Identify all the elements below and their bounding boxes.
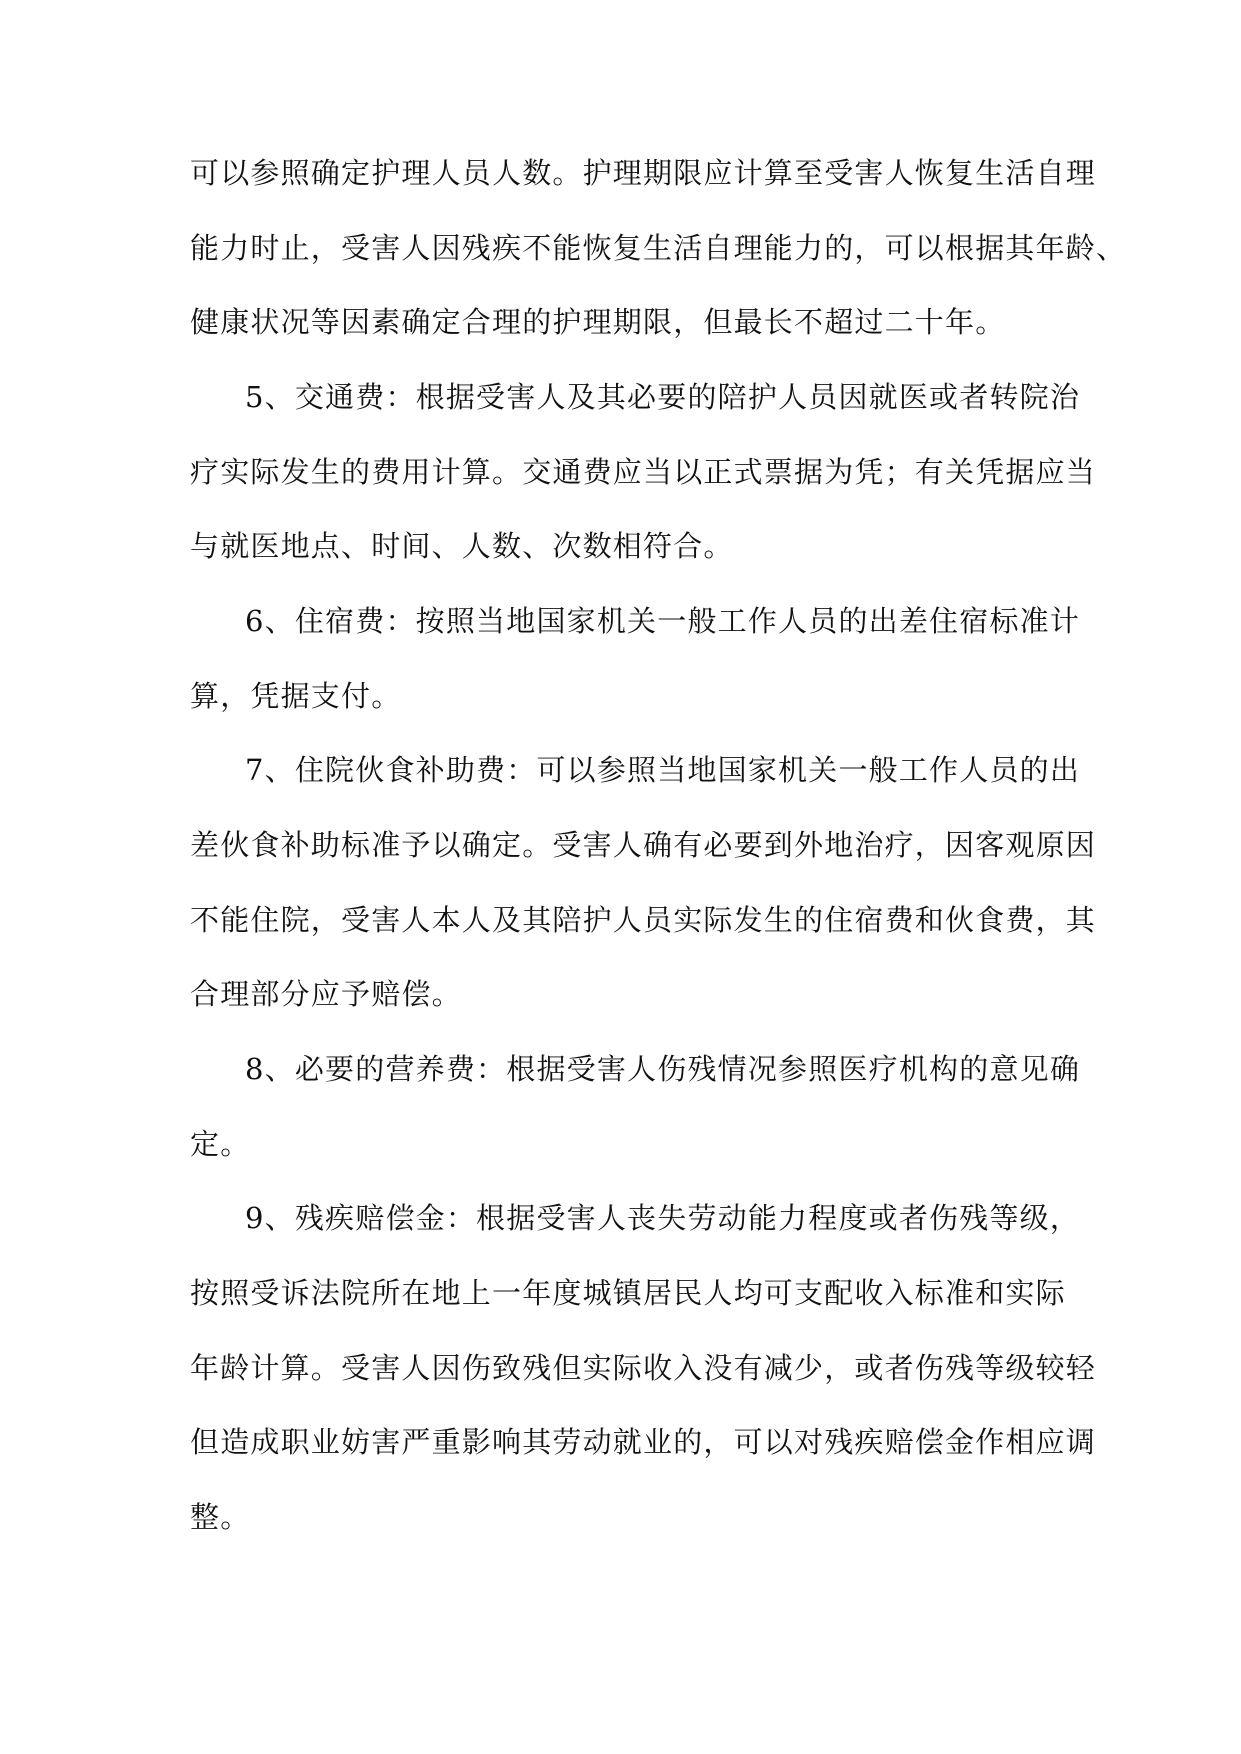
text-line: 定。 [190,1127,251,1161]
text-line: 能力时止，受害人因残疾不能恢复生活自理能力的，可以根据其年龄、 [190,231,1127,265]
text-line: 疗实际发生的费用计算。交通费应当以正式票据为凭；有关凭据应当 [190,455,1097,489]
text-line: 差伙食补助标准予以确定。受害人确有必要到外地治疗，因客观原因 [190,828,1097,862]
text-line: 可以参照确定护理人员人数。护理期限应计算至受害人恢复生活自理 [190,156,1097,190]
text-line: 合理部分应予赔偿。 [190,977,462,1011]
text-line: 与就医地点、时间、人数、次数相符合。 [190,529,734,563]
paragraph-8-start: 8、必要的营养费：根据受害人伤残情况参照医疗机构的意见确 [245,1052,1081,1086]
paragraph-6-start: 6、住宿费：按照当地国家机关一般工作人员的出差住宿标准计 [245,604,1081,638]
paragraph-9-start: 9、残疾赔偿金：根据受害人丧失劳动能力程度或者伤残等级， [245,1201,1081,1235]
paragraph-5-start: 5、交通费：根据受害人及其必要的陪护人员因就医或者转院治 [245,380,1081,414]
text-line: 按照受诉法院所在地上一年度城镇居民人均可支配收入标准和实际 [190,1276,1066,1310]
text-line: 年龄计算。受害人因伤致残但实际收入没有减少，或者伤残等级较轻 [190,1351,1097,1385]
text-line: 不能住院，受害人本人及其陪护人员实际发生的住宿费和伙食费，其 [190,903,1097,937]
text-line: 但造成职业妨害严重影响其劳动就业的，可以对残疾赔偿金作相应调 [190,1425,1097,1459]
text-line: 算，凭据支付。 [190,679,402,713]
paragraph-7-start: 7、住院伙食补助费：可以参照当地国家机关一般工作人员的出 [245,753,1081,787]
text-line: 整。 [190,1500,251,1534]
text-line: 健康状况等因素确定合理的护理期限，但最长不超过二十年。 [190,305,1006,339]
